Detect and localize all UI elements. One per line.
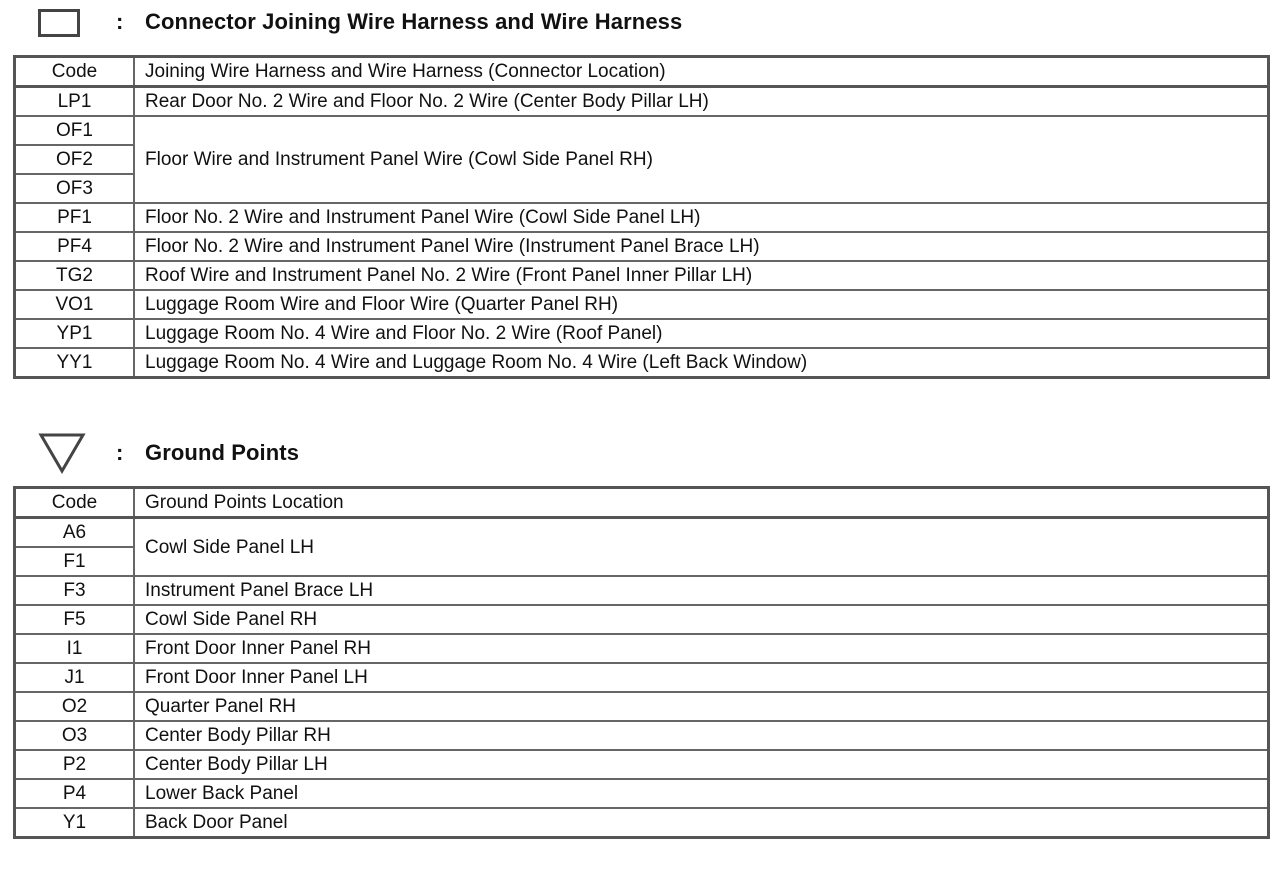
location-cell: Lower Back Panel: [134, 779, 1269, 808]
location-cell: Center Body Pillar RH: [134, 721, 1269, 750]
table-row: [15, 348, 1269, 378]
table-row: [15, 634, 1269, 663]
code-column-header: Code: [15, 488, 135, 518]
location-cell: Floor Wire and Instrument Panel Wire (Cowl Side Panel RH): [134, 116, 1269, 203]
connector-section-title: Connector Joining Wire Harness and Wire Harness: [145, 9, 683, 34]
location-column-header: Joining Wire Harness and Wire Harness (Connector Location): [134, 57, 1269, 87]
table-row: [15, 290, 1269, 319]
table-row: [15, 692, 1269, 721]
table-row: [15, 576, 1269, 605]
location-cell: Front Door Inner Panel RH: [134, 634, 1269, 663]
table-header-row: [15, 57, 1269, 87]
location-cell: Cowl Side Panel RH: [134, 605, 1269, 634]
code-cell: OF2: [15, 145, 135, 174]
table-row: [15, 721, 1269, 750]
location-cell: Luggage Room No. 4 Wire and Luggage Room No. 4 Wire (Left Back Window): [134, 348, 1269, 378]
code-cell: LP1: [15, 87, 135, 117]
table-row: [15, 261, 1269, 290]
location-cell: Quarter Panel RH: [134, 692, 1269, 721]
code-cell: YP1: [15, 319, 135, 348]
location-cell: Luggage Room No. 4 Wire and Floor No. 2 Wire (Roof Panel): [134, 319, 1269, 348]
location-cell: Back Door Panel: [134, 808, 1269, 838]
table-row: [15, 87, 1269, 117]
code-cell: VO1: [15, 290, 135, 319]
ground-points-table: [13, 486, 1270, 839]
location-column-header: Ground Points Location: [134, 488, 1269, 518]
ground-section-colon: :: [116, 440, 124, 465]
location-cell: Luggage Room Wire and Floor Wire (Quarter Panel RH): [134, 290, 1269, 319]
code-cell: O3: [15, 721, 135, 750]
code-cell: P4: [15, 779, 135, 808]
code-cell: F1: [15, 547, 135, 576]
table-row: [15, 808, 1269, 838]
code-cell: OF1: [15, 116, 135, 145]
code-cell: O2: [15, 692, 135, 721]
location-cell: Rear Door No. 2 Wire and Floor No. 2 Wire (Center Body Pillar LH): [134, 87, 1269, 117]
location-cell: Cowl Side Panel LH: [134, 518, 1269, 577]
code-cell: J1: [15, 663, 135, 692]
connector-section-colon: :: [116, 9, 124, 34]
code-cell: PF1: [15, 203, 135, 232]
code-cell: P2: [15, 750, 135, 779]
code-cell: Y1: [15, 808, 135, 838]
table-row: [15, 232, 1269, 261]
location-cell: Center Body Pillar LH: [134, 750, 1269, 779]
ground-section-header: [0, 430, 1280, 470]
code-cell: YY1: [15, 348, 135, 378]
location-cell: Front Door Inner Panel LH: [134, 663, 1269, 692]
location-cell: Floor No. 2 Wire and Instrument Panel Wire (Cowl Side Panel LH): [134, 203, 1269, 232]
code-cell: F5: [15, 605, 135, 634]
table-row: [15, 518, 1269, 548]
table-row: [15, 750, 1269, 779]
code-cell: OF3: [15, 174, 135, 203]
ground-section-title: Ground Points: [145, 440, 300, 465]
table-row: [15, 779, 1269, 808]
code-cell: TG2: [15, 261, 135, 290]
location-cell: Floor No. 2 Wire and Instrument Panel Wire (Instrument Panel Brace LH): [134, 232, 1269, 261]
table-row: [15, 116, 1269, 145]
table-row: [15, 203, 1269, 232]
table-row: [15, 663, 1269, 692]
code-cell: PF4: [15, 232, 135, 261]
location-cell: Instrument Panel Brace LH: [134, 576, 1269, 605]
table-row: [15, 605, 1269, 634]
table-header-row: [15, 488, 1269, 518]
connector-table: [13, 55, 1270, 379]
code-cell: A6: [15, 518, 135, 548]
code-cell: F3: [15, 576, 135, 605]
code-cell: I1: [15, 634, 135, 663]
triangle-down-outline-icon: [38, 432, 86, 474]
connector-section-header: [0, 0, 1280, 40]
table-row: [15, 319, 1269, 348]
location-cell: Roof Wire and Instrument Panel No. 2 Wire (Front Panel Inner Pillar LH): [134, 261, 1269, 290]
square-outline-icon: [38, 9, 80, 37]
code-column-header: Code: [15, 57, 135, 87]
